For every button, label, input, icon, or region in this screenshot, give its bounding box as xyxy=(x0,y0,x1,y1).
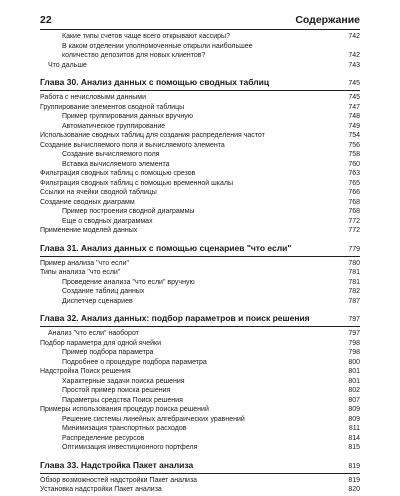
toc-entry-page: 756 xyxy=(348,141,360,149)
toc-entry-title: Пример построения сводной диаграммы xyxy=(62,208,195,215)
toc-entry-page: 772 xyxy=(348,227,360,234)
toc-entry-title: Ссылки на ячейки сводной таблицы xyxy=(40,189,157,196)
toc-entry xyxy=(40,207,360,217)
chapter-section xyxy=(40,311,360,453)
toc-entry-page: 798 xyxy=(348,349,360,356)
toc-entry-title: Создание вычисляемого поля и вычисляемого элемента xyxy=(40,141,225,149)
toc-entry-title: Фильтрация сводных таблиц с помощью срезов xyxy=(40,170,196,177)
toc-entry-title: Подбор параметра для одной ячейки xyxy=(40,339,162,347)
toc-entry xyxy=(40,42,360,61)
toc-entry xyxy=(40,179,360,189)
toc-entry-title: Еще о сводных диаграммах xyxy=(62,217,153,225)
chapter-page: 819 xyxy=(348,462,360,470)
running-title: Содержание xyxy=(295,14,360,26)
toc-entry xyxy=(40,485,360,495)
toc-entry xyxy=(40,443,360,453)
toc-entry-title: Работа с нечисловыми данными xyxy=(40,94,147,101)
toc-entry-page: 798 xyxy=(348,339,360,347)
toc-entry-page: 758 xyxy=(348,151,360,158)
toc-entry-page: 742 xyxy=(348,52,360,59)
chapter-page: 797 xyxy=(348,316,360,323)
toc-entry-page: 807 xyxy=(348,396,360,404)
toc-entry-page: 754 xyxy=(348,132,360,139)
chapter-title: Глава 31. Анализ данных с помощью сценариев "что если" xyxy=(40,242,292,253)
toc-entry-page: 748 xyxy=(348,113,360,120)
toc-entry-page: 765 xyxy=(348,179,360,187)
toc-entry xyxy=(40,103,360,113)
toc-entry xyxy=(40,297,360,307)
toc-entry xyxy=(40,150,360,160)
toc-entry-title: Надстройка Поиск решения xyxy=(40,368,131,375)
toc-entry xyxy=(40,339,360,349)
toc-entry-page: 797 xyxy=(348,330,360,337)
toc-entry-title: Параметры средства Поиск решения xyxy=(62,396,183,404)
toc-entry-title: Фильтрация сводных таблиц с помощью временной шкалы xyxy=(40,179,233,187)
toc-entry xyxy=(40,188,360,198)
toc-entry-title: Вставка вычисляемого элемента xyxy=(62,160,170,168)
toc-entry-page: 768 xyxy=(348,208,360,215)
toc-entry-page: 772 xyxy=(348,217,360,225)
toc-entry-title: Простой пример поиска решения xyxy=(62,387,171,394)
toc-entry-page: 811 xyxy=(348,425,360,432)
toc-entry xyxy=(40,434,360,444)
toc-entry-title: Пример анализа "что если" xyxy=(40,259,130,267)
toc-entry-title: Применение моделей данных xyxy=(40,227,138,234)
toc-entry xyxy=(40,226,360,236)
toc-entry-title: Группирование элементов сводной таблицы xyxy=(40,103,185,111)
toc-entry-page: 766 xyxy=(348,189,360,196)
page-number: 22 xyxy=(40,14,52,26)
toc-entry-page: 809 xyxy=(348,406,360,413)
toc-entry xyxy=(40,61,360,71)
toc-entry xyxy=(40,405,360,415)
toc-entry-page: 763 xyxy=(348,170,360,177)
toc-entry-title: Подробнее о процедуре подбора параметра xyxy=(62,358,207,366)
chapter-heading xyxy=(40,75,360,91)
toc-entry xyxy=(40,141,360,151)
toc-entry-title: Распределение ресурсов xyxy=(62,434,145,442)
toc-entry xyxy=(40,131,360,141)
toc-entry-title: Использование сводных таблиц для создания распределения частот xyxy=(40,132,265,139)
toc-entry-page: 742 xyxy=(348,33,360,40)
toc-entry-title: Диспетчер сценариев xyxy=(62,297,133,305)
chapter-title: Глава 32. Анализ данных: подбор параметров и поиск решения xyxy=(40,313,310,323)
chapter-heading xyxy=(40,458,360,474)
toc-entry xyxy=(40,122,360,132)
toc-entry-title: Обзор возможностей надстройки Пакет анализа xyxy=(40,476,198,484)
toc-entry-title: Типы анализа "что если" xyxy=(40,269,121,276)
chapter-section xyxy=(40,241,360,307)
toc-entry-title: Создание вычисляемого поля xyxy=(62,151,160,158)
toc-entry xyxy=(40,287,360,297)
toc-entry-page: 780 xyxy=(348,259,360,267)
chapter-title: Глава 30. Анализ данных с помощью сводных таблиц xyxy=(40,77,270,87)
toc-entry-title: Проведение анализа "что если" вручную xyxy=(62,278,195,286)
toc-entry-title: Создание таблиц данных xyxy=(62,288,145,295)
toc-entry-page: 815 xyxy=(348,444,360,451)
toc-entry-title: Автоматическое группирование xyxy=(62,122,166,130)
toc-entry-page: 801 xyxy=(348,377,360,385)
chapter-page: 745 xyxy=(348,80,360,87)
toc-entry xyxy=(40,259,360,269)
toc-entry xyxy=(40,169,360,179)
toc-entry xyxy=(40,367,360,377)
toc-entry-page: 809 xyxy=(348,415,360,423)
toc-entry-page: 820 xyxy=(348,486,360,493)
toc-entry xyxy=(40,329,360,339)
toc-entry xyxy=(40,278,360,288)
toc-entry-title: Характерные задачи поиска решения xyxy=(62,377,185,385)
toc-entry-page: 768 xyxy=(348,198,360,206)
toc-entry-page: 747 xyxy=(348,103,360,111)
page-header xyxy=(40,8,360,30)
toc-entry-page: 801 xyxy=(348,368,360,375)
toc-entry-page: 781 xyxy=(348,278,360,286)
toc-entry-title: Что дальше xyxy=(48,61,87,69)
toc-entry-page: 814 xyxy=(348,434,360,442)
toc-entry-title: Анализ "что если" наоборот xyxy=(48,330,139,337)
toc-entry-page: 800 xyxy=(348,358,360,366)
toc-entry xyxy=(40,268,360,278)
toc-entry-title: Примеры использования процедур поиска решений xyxy=(40,406,209,413)
toc-entry xyxy=(40,112,360,122)
toc-entry xyxy=(40,377,360,387)
toc-entry-page: 782 xyxy=(348,288,360,295)
toc-entry-page: 743 xyxy=(348,61,360,69)
toc-entry-title: В каком отделении уполномоченные открыли наибольшее количество депозитов для новых клиентов? xyxy=(62,42,253,59)
toc-entry xyxy=(40,396,360,406)
toc-entry-title: Установка надстройки Пакет анализа xyxy=(40,486,162,493)
toc-entry-page: 745 xyxy=(348,94,360,101)
toc-entry-page: 760 xyxy=(348,160,360,168)
chapter-heading xyxy=(40,241,360,257)
chapter-title: Глава 33. Надстройка Пакет анализа xyxy=(40,459,194,470)
toc-entry-title: Пример группирования данных вручную xyxy=(62,113,194,120)
toc-entry xyxy=(40,358,360,368)
chapter-section xyxy=(40,75,360,236)
chapter-heading xyxy=(40,311,360,327)
toc-entry-page: 749 xyxy=(348,122,360,130)
toc-entry-title: Создание сводных диаграмм xyxy=(40,198,135,206)
toc-entry xyxy=(40,415,360,425)
toc-entry-title: Какие типы счетов чаще всего открывают кассиры? xyxy=(62,33,230,40)
toc-entry-page: 802 xyxy=(348,387,360,394)
toc-entry-title: Оптимизация инвестиционного портфеля xyxy=(62,444,198,451)
toc-entry-title: Решение системы линейных алгебраических уравнений xyxy=(62,415,245,423)
chapter-page: 779 xyxy=(348,245,360,253)
table-of-contents xyxy=(40,32,360,495)
toc-entry-page: 819 xyxy=(348,476,360,484)
toc-entry xyxy=(40,198,360,208)
toc-entry xyxy=(40,32,360,42)
toc-entry-title: Пример подбора параметра xyxy=(62,349,154,356)
toc-entry xyxy=(40,386,360,396)
toc-entry xyxy=(40,217,360,227)
chapter-section xyxy=(40,458,360,495)
toc-entry xyxy=(40,348,360,358)
toc-entry xyxy=(40,93,360,103)
toc-entry-page: 781 xyxy=(348,269,360,276)
toc-entry xyxy=(40,476,360,486)
toc-entry-page: 787 xyxy=(348,297,360,305)
toc-entry xyxy=(40,160,360,170)
toc-entry-title: Минимизация транспортных расходов xyxy=(62,425,187,432)
toc-entry xyxy=(40,424,360,434)
